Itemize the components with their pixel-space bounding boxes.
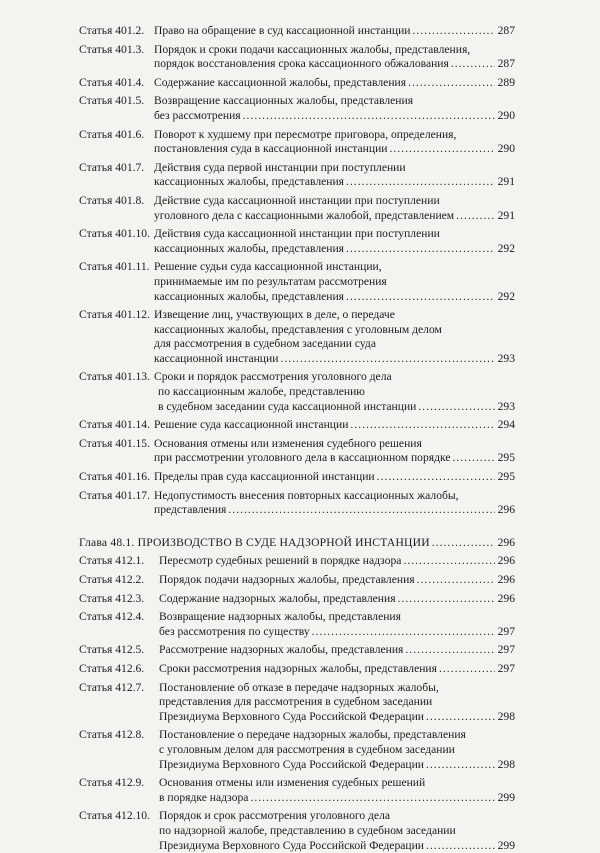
toc-entry-page-number: 294 (495, 418, 515, 433)
toc-entry[interactable] (79, 418, 515, 433)
toc-entry-page-number: 297 (495, 662, 515, 677)
toc-entry-title-line: представления для рассмотрения в судебном заседании (159, 695, 515, 710)
toc-entry[interactable] (79, 370, 515, 414)
toc-entry-title-line: уголовного дела с кассационными жалобой, представлением ..... (154, 209, 515, 224)
toc-entry-title-line: без рассмотрения по существу ..... (159, 625, 515, 640)
toc-entry[interactable] (79, 610, 515, 639)
toc-entry-page-number: 289 (495, 76, 515, 91)
toc-entry-label: Статья 401.12. (79, 308, 150, 323)
toc-entry-label: Статья 412.3. (79, 592, 144, 607)
toc-entry-label: Статья 412.1. (79, 554, 144, 569)
toc-entry[interactable] (79, 437, 515, 466)
toc-entry-page-number: 290 (495, 109, 515, 124)
toc-entry[interactable] (79, 592, 515, 607)
toc-entry-label: Статья 401.2. (79, 24, 144, 39)
toc-entry-title-line: Президиума Верховного Суда Российской Федерации ..... (159, 710, 515, 725)
toc-entry[interactable] (79, 308, 515, 366)
toc-entry-page-number: 298 (495, 758, 515, 773)
toc-entry-page-number: 297 (495, 643, 515, 658)
toc-entry[interactable] (79, 76, 515, 91)
toc-entry[interactable] (79, 489, 515, 518)
toc-entry-page-number: 292 (495, 290, 515, 305)
chapter-title: ПРОИЗВОДСТВО В СУДЕ НАДЗОРНОЙ ИНСТАНЦИИ (138, 536, 430, 549)
toc-entry-title-line: для рассмотрения в судебном заседании суда (154, 337, 515, 352)
toc-entry-label: Статья 401.16. (79, 470, 150, 485)
toc-entry-page-number: 295 (495, 451, 515, 466)
toc-entry[interactable] (79, 161, 515, 190)
toc-entry-title-line: кассационных жалобы, представления ..... (154, 242, 515, 257)
toc-entry[interactable] (79, 24, 515, 39)
toc-entry-label: Статья 412.4. (79, 610, 144, 625)
toc-entry-label: Статья 401.15. (79, 437, 150, 452)
toc-entry[interactable] (79, 573, 515, 588)
toc-entry-title-line: Основания отмены или изменения судебных решений (159, 776, 515, 791)
chapter-heading[interactable] (79, 536, 515, 551)
toc-entry-label: Статья 401.10. (79, 227, 150, 242)
toc-entry[interactable] (79, 728, 515, 772)
toc-entry-page-number: 299 (495, 839, 515, 853)
toc-entry[interactable] (79, 43, 515, 72)
toc-entry-page-number: 298 (495, 710, 515, 725)
toc-entry-label: Статья 401.11. (79, 260, 150, 275)
toc-entry-title-line: без рассмотрения ..... (154, 109, 515, 124)
toc-entry-label: Статья 401.14. (79, 418, 150, 433)
toc-entry-title-line: принимаемые им по результатам рассмотрения (154, 275, 515, 290)
chapter-page-number: 296 (495, 536, 515, 551)
toc-entry-page-number: 296 (495, 592, 515, 607)
toc-entry-page-number: 299 (495, 791, 515, 806)
toc-entry-title-line: Постановление об отказе в передаче надзорных жалобы, (159, 681, 515, 696)
toc-entry-title-line: кассационных жалобы, представления ..... (154, 290, 515, 305)
toc-entry-title-line: в судебном заседании суда кассационной инстанции ..... (154, 400, 515, 415)
toc-entry[interactable] (79, 681, 515, 725)
toc-entry-title-line: Недопустимость внесения повторных кассационных жалобы, (154, 489, 515, 504)
toc-entry-title-line: с уголовным делом для рассмотрения в судебном заседании (159, 743, 515, 758)
toc-entry-label: Статья 401.13. (79, 370, 150, 385)
toc-entry-label: Статья 412.6. (79, 662, 144, 677)
toc-entry-title-line: Постановление о передаче надзорных жалобы, представления (159, 728, 515, 743)
toc-entry-page-number: 291 (495, 209, 515, 224)
toc-entry-title-line: Пределы прав суда кассационной инстанции ..... (154, 470, 515, 485)
toc-entry-title-line: Порядок и сроки подачи кассационных жалобы, представления, (154, 43, 515, 58)
toc-entry-label: Статья 401.8. (79, 194, 144, 209)
toc-entry-page-number: 296 (495, 573, 515, 588)
toc-entry-page-number: 296 (495, 503, 515, 518)
toc-entry-title-line: кассационных жалобы, представления ..... (154, 175, 515, 190)
toc-entry-title-line: Возвращение кассационных жалобы, представления (154, 94, 515, 109)
toc-entry-label: Статья 412.7. (79, 681, 144, 696)
toc-entry-title-line: Извещение лиц, участвующих в деле, о передаче (154, 308, 515, 323)
toc-entry-title-line: Президиума Верховного Суда Российской Федерации ..... (159, 758, 515, 773)
toc-entry-title-line: кассационных жалобы, представления с уголовным делом (154, 323, 515, 338)
toc-entry-label: Статья 401.7. (79, 161, 144, 176)
toc-entry[interactable] (79, 194, 515, 223)
toc-entry-title-line: по надзорной жалобе, представлению в судебном заседании (159, 824, 515, 839)
chapter-heading-line (79, 536, 515, 551)
toc-entry-title-line: при рассмотрении уголовного дела в кассационном порядке ..... (154, 451, 515, 466)
toc-entry-page-number: 293 (495, 352, 515, 367)
toc-entry-page-number: 287 (495, 24, 515, 39)
toc-entry-page-number: 293 (495, 400, 515, 415)
toc-entry-label: Статья 412.8. (79, 728, 144, 743)
toc-entry-label: Статья 401.5. (79, 94, 144, 109)
toc-entry[interactable] (79, 94, 515, 123)
toc-entry-label: Статья 401.17. (79, 489, 150, 504)
toc-entry-title-line: Действия суда первой инстанции при поступлении (154, 161, 515, 176)
toc-entry-title-line: Сроки и порядок рассмотрения уголовного дела (154, 370, 515, 385)
toc-entry-title-line: порядок восстановления срока кассационного обжалования ..... (154, 57, 515, 72)
toc-entry-page-number: 297 (495, 625, 515, 640)
toc-entry[interactable] (79, 776, 515, 805)
toc-entry-title-line: Возвращение надзорных жалобы, представления (159, 610, 515, 625)
toc-entry-label: Статья 401.3. (79, 43, 144, 58)
toc-entry-page-number: 287 (495, 57, 515, 72)
toc-entry-page-number: 290 (495, 142, 515, 157)
toc-entry-title-line: Президиума Верховного Суда Российской Федерации ..... (159, 839, 515, 853)
toc-entry-label: Статья 412.5. (79, 643, 144, 658)
toc-entry-title-line: Основания отмены или изменения судебного решения (154, 437, 515, 452)
toc-entry-title-line: представления ..... (154, 503, 515, 518)
toc-entry-page-number: 291 (495, 175, 515, 190)
toc-entry-title-line: Порядок и срок рассмотрения уголовного дела (159, 809, 515, 824)
toc-entry-title-line: Решение судьи суда кассационной инстанции, (154, 260, 515, 275)
toc-entry-title-line: кассационной инстанции ..... (154, 352, 515, 367)
toc-entry[interactable] (79, 643, 515, 658)
toc-entry-page-number: 295 (495, 470, 515, 485)
toc-entry-title-line: по кассационным жалобе, представлению (154, 385, 515, 400)
toc-entry[interactable] (79, 809, 515, 853)
toc-entry-label: Статья 401.6. (79, 128, 144, 143)
toc-entry[interactable] (79, 260, 515, 304)
toc-entry-label: Статья 401.4. (79, 76, 144, 91)
toc-entry-label: Статья 412.10. (79, 809, 150, 824)
toc-entry[interactable] (79, 227, 515, 256)
toc-entry-page-number: 292 (495, 242, 515, 257)
toc-entry-title-line: в порядке надзора ..... (159, 791, 515, 806)
toc-entry-label: Статья 412.2. (79, 573, 144, 588)
toc-entry[interactable] (79, 662, 515, 677)
toc-entry-title-line: Поворот к худшему при пересмотре приговора, определения, (154, 128, 515, 143)
toc-entry-title-line: Сроки рассмотрения надзорных жалобы, представления ..... (159, 662, 515, 677)
toc-entry-title-line: Порядок подачи надзорных жалобы, представления ..... (159, 573, 515, 588)
chapter-label: Глава 48.1. (79, 536, 135, 549)
toc-entry-page-number: 296 (495, 554, 515, 569)
toc-entry-title-line: Действия суда кассационной инстанции при поступлении (154, 227, 515, 242)
toc-entry-title-line: постановления суда в кассационной инстанции ..... (154, 142, 515, 157)
toc-entry-title-line: Содержание кассационной жалобы, представления ..... (154, 76, 515, 91)
toc-entry[interactable] (79, 470, 515, 485)
table-of-contents (79, 24, 515, 853)
toc-entry-title-line: Действие суда кассационной инстанции при поступлении (154, 194, 515, 209)
toc-entry-label: Статья 412.9. (79, 776, 144, 791)
toc-entry-title-line: Рассмотрение надзорных жалобы, представления ..... (159, 643, 515, 658)
toc-entry-title-line: Право на обращение в суд кассационной инстанции ..... (154, 24, 515, 39)
toc-entry[interactable] (79, 554, 515, 569)
toc-entry[interactable] (79, 128, 515, 157)
toc-entry-title-line: Содержание надзорных жалобы, представления ..... (159, 592, 515, 607)
toc-entry-title-line: Пересмотр судебных решений в порядке надзора ..... (159, 554, 515, 569)
toc-entry-title-line: Решение суда кассационной инстанции ..... (154, 418, 515, 433)
